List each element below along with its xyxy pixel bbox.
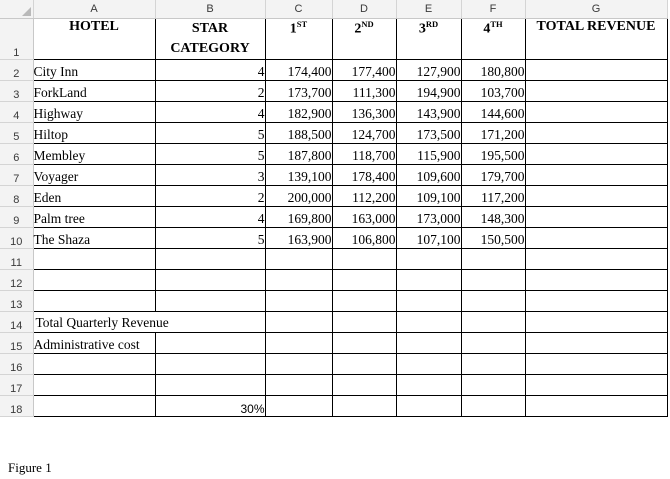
column-header-e[interactable]: E — [396, 0, 461, 19]
cell-empty[interactable] — [461, 249, 525, 270]
cell-hotel-name[interactable]: Eden — [33, 186, 155, 207]
cell-star[interactable]: 5 — [155, 228, 265, 249]
cell-q3[interactable]: 173,500 — [396, 123, 461, 144]
cell-q3[interactable]: 127,900 — [396, 60, 461, 81]
cell-total-revenue[interactable] — [525, 123, 667, 144]
cell-star-category-header[interactable] — [155, 19, 265, 60]
cell-empty[interactable] — [525, 270, 667, 291]
q2-header-suffix: ND — [361, 19, 374, 29]
cell-empty[interactable] — [155, 375, 265, 396]
cell-hotel-name[interactable]: Palm tree — [33, 207, 155, 228]
cell-empty[interactable] — [461, 375, 525, 396]
select-all-corner[interactable] — [0, 0, 33, 19]
cell-empty[interactable] — [155, 291, 265, 312]
cell-q3[interactable]: 173,000 — [396, 207, 461, 228]
cell-total-revenue[interactable] — [525, 60, 667, 81]
cell-empty[interactable] — [461, 270, 525, 291]
total-quarterly-revenue-text: Total Quarterly Revenue — [35, 315, 169, 330]
cell-empty[interactable] — [155, 333, 265, 354]
cell-star[interactable]: 2 — [155, 81, 265, 102]
table-row — [0, 375, 667, 396]
cell-empty[interactable] — [265, 375, 332, 396]
cell-q3-header[interactable] — [396, 19, 461, 60]
cell-empty[interactable] — [396, 270, 461, 291]
column-header-a[interactable]: A — [33, 0, 155, 19]
table-row — [0, 19, 667, 60]
q4-header-number: 4 — [483, 21, 491, 37]
cell-q2[interactable]: 163,000 — [332, 207, 396, 228]
cell-star[interactable]: 4 — [155, 60, 265, 81]
cell-empty[interactable] — [461, 354, 525, 375]
cell-empty[interactable] — [525, 312, 667, 333]
q2-header-number: 2 — [354, 21, 362, 37]
cell-empty[interactable] — [396, 312, 461, 333]
cell-q1[interactable]: 188,500 — [265, 123, 332, 144]
cell-empty[interactable] — [396, 249, 461, 270]
table-row — [0, 81, 667, 102]
cell-empty[interactable] — [396, 333, 461, 354]
row-number[interactable]: 3 — [0, 81, 33, 102]
table-row — [0, 354, 667, 375]
cell-hotel-name[interactable]: Hiltop — [33, 123, 155, 144]
star-header-line2: CATEGORY — [170, 41, 250, 56]
cell-total-quarterly-revenue-label[interactable] — [33, 312, 169, 333]
cell-empty[interactable] — [33, 396, 155, 417]
row-number[interactable]: 18 — [0, 396, 33, 417]
row-number[interactable]: 17 — [0, 375, 33, 396]
row-number[interactable]: 1 — [0, 19, 33, 60]
row-number[interactable]: 2 — [0, 60, 33, 81]
row-number[interactable]: 10 — [0, 228, 33, 249]
cell-total-revenue[interactable] — [525, 228, 667, 249]
cell-q2-header[interactable] — [332, 19, 396, 60]
table-row — [0, 396, 667, 417]
cell-hotel-name[interactable]: City Inn — [33, 60, 155, 81]
cell-empty[interactable] — [461, 396, 525, 417]
cell-empty[interactable] — [461, 312, 525, 333]
cell-empty[interactable] — [396, 375, 461, 396]
cell-total-revenue-header[interactable] — [525, 19, 667, 60]
cell-q1[interactable]: 163,900 — [265, 228, 332, 249]
cell-q1[interactable]: 187,800 — [265, 144, 332, 165]
cell-q2[interactable]: 112,200 — [332, 186, 396, 207]
table-row — [0, 291, 667, 312]
cell-empty[interactable] — [396, 354, 461, 375]
row-number[interactable]: 14 — [0, 312, 33, 333]
table-row — [0, 249, 667, 270]
cell-empty[interactable] — [332, 354, 396, 375]
cell-q2[interactable]: 178,400 — [332, 165, 396, 186]
column-header-c[interactable]: C — [265, 0, 332, 19]
cell-empty[interactable] — [396, 396, 461, 417]
cell-hotel-name[interactable]: Voyager — [33, 165, 155, 186]
cell-total-revenue[interactable] — [525, 207, 667, 228]
cell-q2[interactable]: 106,800 — [332, 228, 396, 249]
cell-q4[interactable]: 103,700 — [461, 81, 525, 102]
column-header-b[interactable]: B — [155, 0, 265, 19]
cell-star[interactable]: 4 — [155, 102, 265, 123]
cell-q3[interactable]: 194,900 — [396, 81, 461, 102]
cell-empty[interactable] — [332, 249, 396, 270]
cell-empty[interactable] — [265, 354, 332, 375]
row-number[interactable]: 11 — [0, 249, 33, 270]
row-number[interactable]: 6 — [0, 144, 33, 165]
table-row — [0, 207, 667, 228]
cell-empty[interactable] — [265, 270, 332, 291]
cell-q1-header[interactable] — [265, 19, 332, 60]
cell-empty[interactable] — [155, 354, 265, 375]
cell-empty[interactable] — [265, 396, 332, 417]
q3-header-suffix: RD — [425, 19, 439, 29]
column-header-row — [0, 0, 667, 19]
cell-q3[interactable]: 109,100 — [396, 186, 461, 207]
cell-empty[interactable] — [155, 312, 265, 333]
cell-star[interactable]: 3 — [155, 165, 265, 186]
cell-admin-rate[interactable]: 30% — [155, 396, 265, 417]
q1-header-suffix: ST — [296, 19, 308, 29]
cell-q1[interactable]: 139,100 — [265, 165, 332, 186]
table-row — [0, 102, 667, 123]
cell-q1[interactable]: 169,800 — [265, 207, 332, 228]
cell-empty[interactable] — [525, 396, 667, 417]
cell-q3[interactable]: 115,900 — [396, 144, 461, 165]
cell-q1[interactable]: 200,000 — [265, 186, 332, 207]
cell-total-revenue[interactable] — [525, 102, 667, 123]
cell-empty[interactable] — [396, 291, 461, 312]
cell-empty[interactable] — [33, 270, 155, 291]
cell-empty[interactable] — [525, 291, 667, 312]
cell-total-revenue[interactable] — [525, 144, 667, 165]
cell-hotel-header[interactable] — [33, 19, 155, 60]
figure-caption: Figure 1 — [8, 460, 52, 475]
cell-q4[interactable]: 180,800 — [461, 60, 525, 81]
cell-empty[interactable] — [33, 249, 155, 270]
star-header-line1: STAR — [191, 21, 229, 36]
cell-empty[interactable] — [525, 249, 667, 270]
cell-q2[interactable]: 124,700 — [332, 123, 396, 144]
cell-q2[interactable]: 111,300 — [332, 81, 396, 102]
cell-empty[interactable] — [461, 333, 525, 354]
cell-empty[interactable] — [33, 354, 155, 375]
cell-q4[interactable]: 144,600 — [461, 102, 525, 123]
hotel-header-label: HOTEL — [69, 19, 119, 34]
cell-empty[interactable] — [332, 333, 396, 354]
cell-q2[interactable]: 118,700 — [332, 144, 396, 165]
cell-empty[interactable] — [155, 249, 265, 270]
cell-star[interactable]: 5 — [155, 123, 265, 144]
table-row — [0, 312, 667, 333]
cell-q1[interactable]: 173,700 — [265, 81, 332, 102]
cell-administrative-cost-label[interactable]: Administrative cost — [33, 333, 155, 354]
cell-empty[interactable] — [265, 249, 332, 270]
cell-total-revenue[interactable] — [525, 165, 667, 186]
cell-star[interactable]: 5 — [155, 144, 265, 165]
row-number[interactable]: 16 — [0, 354, 33, 375]
cell-star[interactable]: 2 — [155, 186, 265, 207]
table-row — [0, 270, 667, 291]
cell-q2[interactable]: 136,300 — [332, 102, 396, 123]
q1-header-number: 1 — [289, 21, 297, 37]
row-number[interactable]: 5 — [0, 123, 33, 144]
cell-empty[interactable] — [33, 375, 155, 396]
row-number[interactable]: 8 — [0, 186, 33, 207]
cell-empty[interactable] — [265, 333, 332, 354]
row-number[interactable]: 15 — [0, 333, 33, 354]
cell-empty[interactable] — [265, 312, 332, 333]
table-row — [0, 333, 667, 354]
cell-q3[interactable]: 143,900 — [396, 102, 461, 123]
cell-q3[interactable]: 109,600 — [396, 165, 461, 186]
table-row — [0, 60, 667, 81]
row-number[interactable]: 13 — [0, 291, 33, 312]
cell-empty[interactable] — [155, 270, 265, 291]
table-row — [0, 228, 667, 249]
cell-q4-header[interactable] — [461, 19, 525, 60]
cell-hotel-name[interactable]: Membley — [33, 144, 155, 165]
cell-star[interactable]: 4 — [155, 207, 265, 228]
row-number[interactable]: 4 — [0, 102, 33, 123]
q3-header-number: 3 — [418, 21, 426, 37]
cell-q4[interactable]: 195,500 — [461, 144, 525, 165]
cell-q2[interactable]: 177,400 — [332, 60, 396, 81]
cell-total-revenue[interactable] — [525, 186, 667, 207]
cell-q1[interactable]: 174,400 — [265, 60, 332, 81]
cell-empty[interactable] — [332, 312, 396, 333]
select-all-triangle-icon — [22, 7, 31, 16]
cell-q4[interactable]: 171,200 — [461, 123, 525, 144]
cell-q1[interactable]: 182,900 — [265, 102, 332, 123]
cell-q4[interactable]: 117,200 — [461, 186, 525, 207]
table-row — [0, 123, 667, 144]
cell-empty[interactable] — [461, 291, 525, 312]
row-number[interactable]: 9 — [0, 207, 33, 228]
cell-hotel-name[interactable]: ForkLand — [33, 81, 155, 102]
column-header-g[interactable]: G — [525, 0, 667, 19]
cell-q4[interactable]: 179,700 — [461, 165, 525, 186]
cell-empty[interactable] — [332, 270, 396, 291]
row-number[interactable]: 7 — [0, 165, 33, 186]
table-row — [0, 144, 667, 165]
cell-empty[interactable] — [525, 333, 667, 354]
cell-total-revenue[interactable] — [525, 81, 667, 102]
total-revenue-header-label: TOTAL REVENUE — [536, 19, 656, 34]
cell-empty[interactable] — [525, 354, 667, 375]
cell-empty[interactable] — [33, 291, 155, 312]
cell-empty[interactable] — [332, 375, 396, 396]
row-number[interactable]: 12 — [0, 270, 33, 291]
column-header-f[interactable]: F — [461, 0, 525, 19]
q4-header-suffix: TH — [490, 19, 503, 29]
cell-hotel-name[interactable]: Highway — [33, 102, 155, 123]
cell-hotel-name[interactable]: The Shaza — [33, 228, 155, 249]
cell-q4[interactable]: 150,500 — [461, 228, 525, 249]
cell-empty[interactable] — [265, 291, 332, 312]
cell-empty[interactable] — [332, 291, 396, 312]
cell-q3[interactable]: 107,100 — [396, 228, 461, 249]
column-header-d[interactable]: D — [332, 0, 396, 19]
cell-q4[interactable]: 148,300 — [461, 207, 525, 228]
table-row — [0, 186, 667, 207]
cell-empty[interactable] — [332, 396, 396, 417]
table-row — [0, 165, 667, 186]
cell-empty[interactable] — [525, 375, 667, 396]
